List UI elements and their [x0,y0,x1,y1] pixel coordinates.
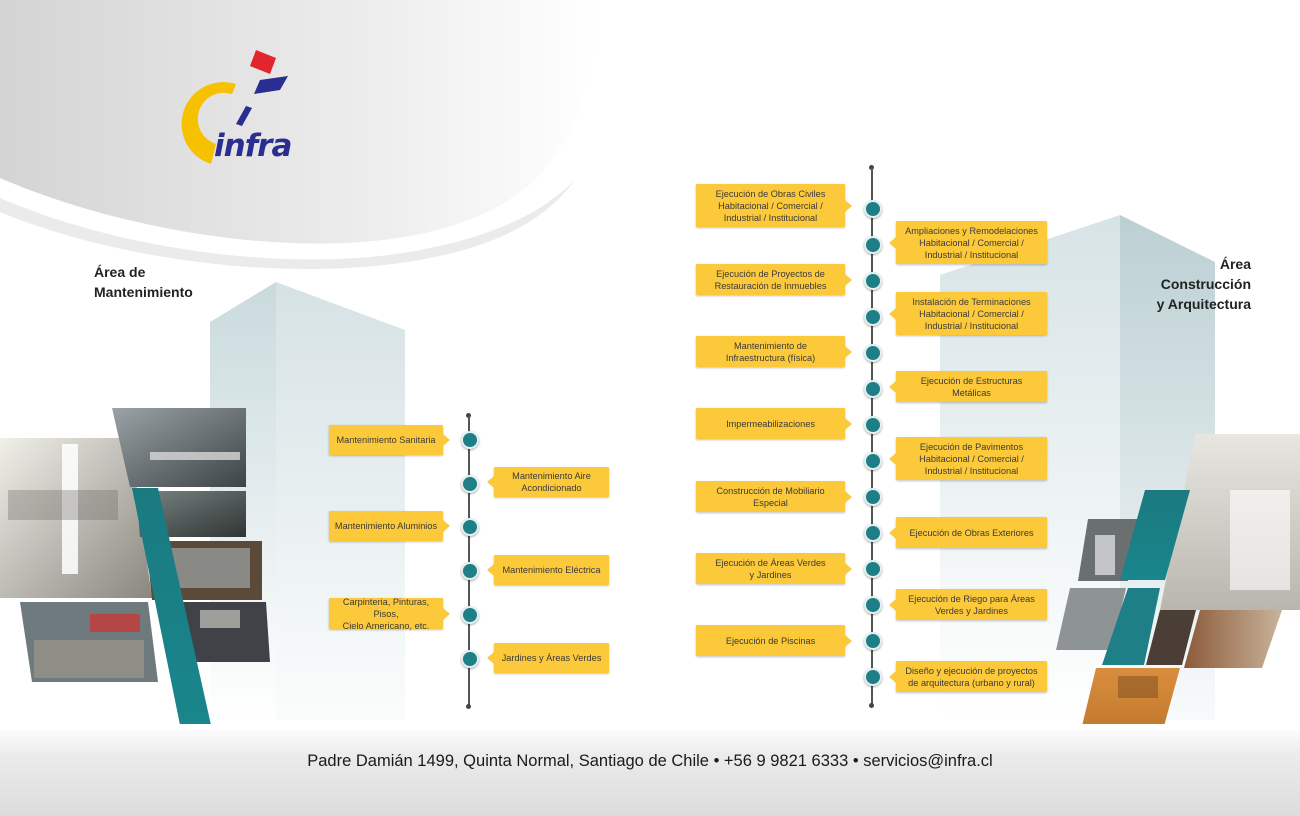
service-box: Ejecución de Pavimentos Habitacional / Comercial / Industrial / Institucional [896,437,1047,480]
service-box: Ejecución de Áreas Verdes y Jardines [696,553,845,584]
service-box: Impermeabilizaciones [696,408,845,439]
timeline-node [461,431,479,449]
service-box: Construcción de Mobiliario Especial [696,481,845,512]
timeline-node [864,560,882,578]
timeline-node [864,632,882,650]
service-box: Ejecución de Piscinas [696,625,845,656]
construction-title-line3: y Arquitectura [1156,296,1251,312]
timeline-node [461,606,479,624]
brand-logo [176,44,306,174]
service-box: Ejecución de Obras Exteriores [896,517,1047,548]
service-box: Instalación de Terminaciones Habitacional / Comercial / Industrial / Institucional [896,292,1047,335]
service-box: Mantenimiento Aire Acondicionado [494,467,609,497]
timeline-node [461,562,479,580]
timeline-node [864,380,882,398]
timeline-node [461,518,479,536]
service-box: Mantenimiento Sanitaria [329,425,443,455]
construction-area-title [1130,254,1251,314]
service-box: Ejecución de Obras Civiles Habitacional / Comercial / Industrial / Institucional [696,184,845,227]
construction-title-line1: Área [1219,256,1251,272]
timeline-node [864,272,882,290]
timeline-end-dot [466,704,471,709]
service-box: Mantenimiento de Infraestructura (física) [696,336,845,367]
service-box: Jardines y Áreas Verdes [494,643,609,673]
service-box: Ejecución de Riego para Áreas Verdes y Jardines [896,589,1047,620]
timeline-node [864,668,882,686]
logo-wordmark: infra [214,128,292,164]
timeline-node [864,308,882,326]
maintenance-title-line2: Mantenimiento [94,284,193,300]
footer-contact: Padre Damián 1499, Quinta Normal, Santiago de Chile • +56 9 9821 6333 • servicios@infra.cl [307,752,993,770]
service-box: Mantenimiento Aluminios [329,511,443,541]
timeline-node [864,596,882,614]
service-box: Ejecución de Proyectos de Restauración de Inmuebles [696,264,845,295]
timeline-node [864,488,882,506]
maintenance-area-title [94,262,193,302]
timeline-node [864,236,882,254]
service-box: Carpinteria, Pinturas, Pisos, Cielo Americano, etc. [329,598,443,629]
service-box: Mantenimiento Eléctrica [494,555,609,585]
timeline-node [864,452,882,470]
timeline-node [461,650,479,668]
timeline-node [461,475,479,493]
service-box: Ejecución de Estructuras Metálicas [896,371,1047,402]
timeline-end-dot [869,703,874,708]
timeline-node [864,524,882,542]
construction-title-line2: Construcción [1160,276,1251,292]
timeline-node [864,200,882,218]
timeline-node [864,416,882,434]
service-box: Diseño y ejecución de proyectos de arquitectura (urbano y rural) [896,661,1047,692]
service-box: Ampliaciones y Remodelaciones Habitacional / Comercial / Industrial / Institucional [896,221,1047,264]
maintenance-title-line1: Área de [94,264,146,280]
timeline-node [864,344,882,362]
